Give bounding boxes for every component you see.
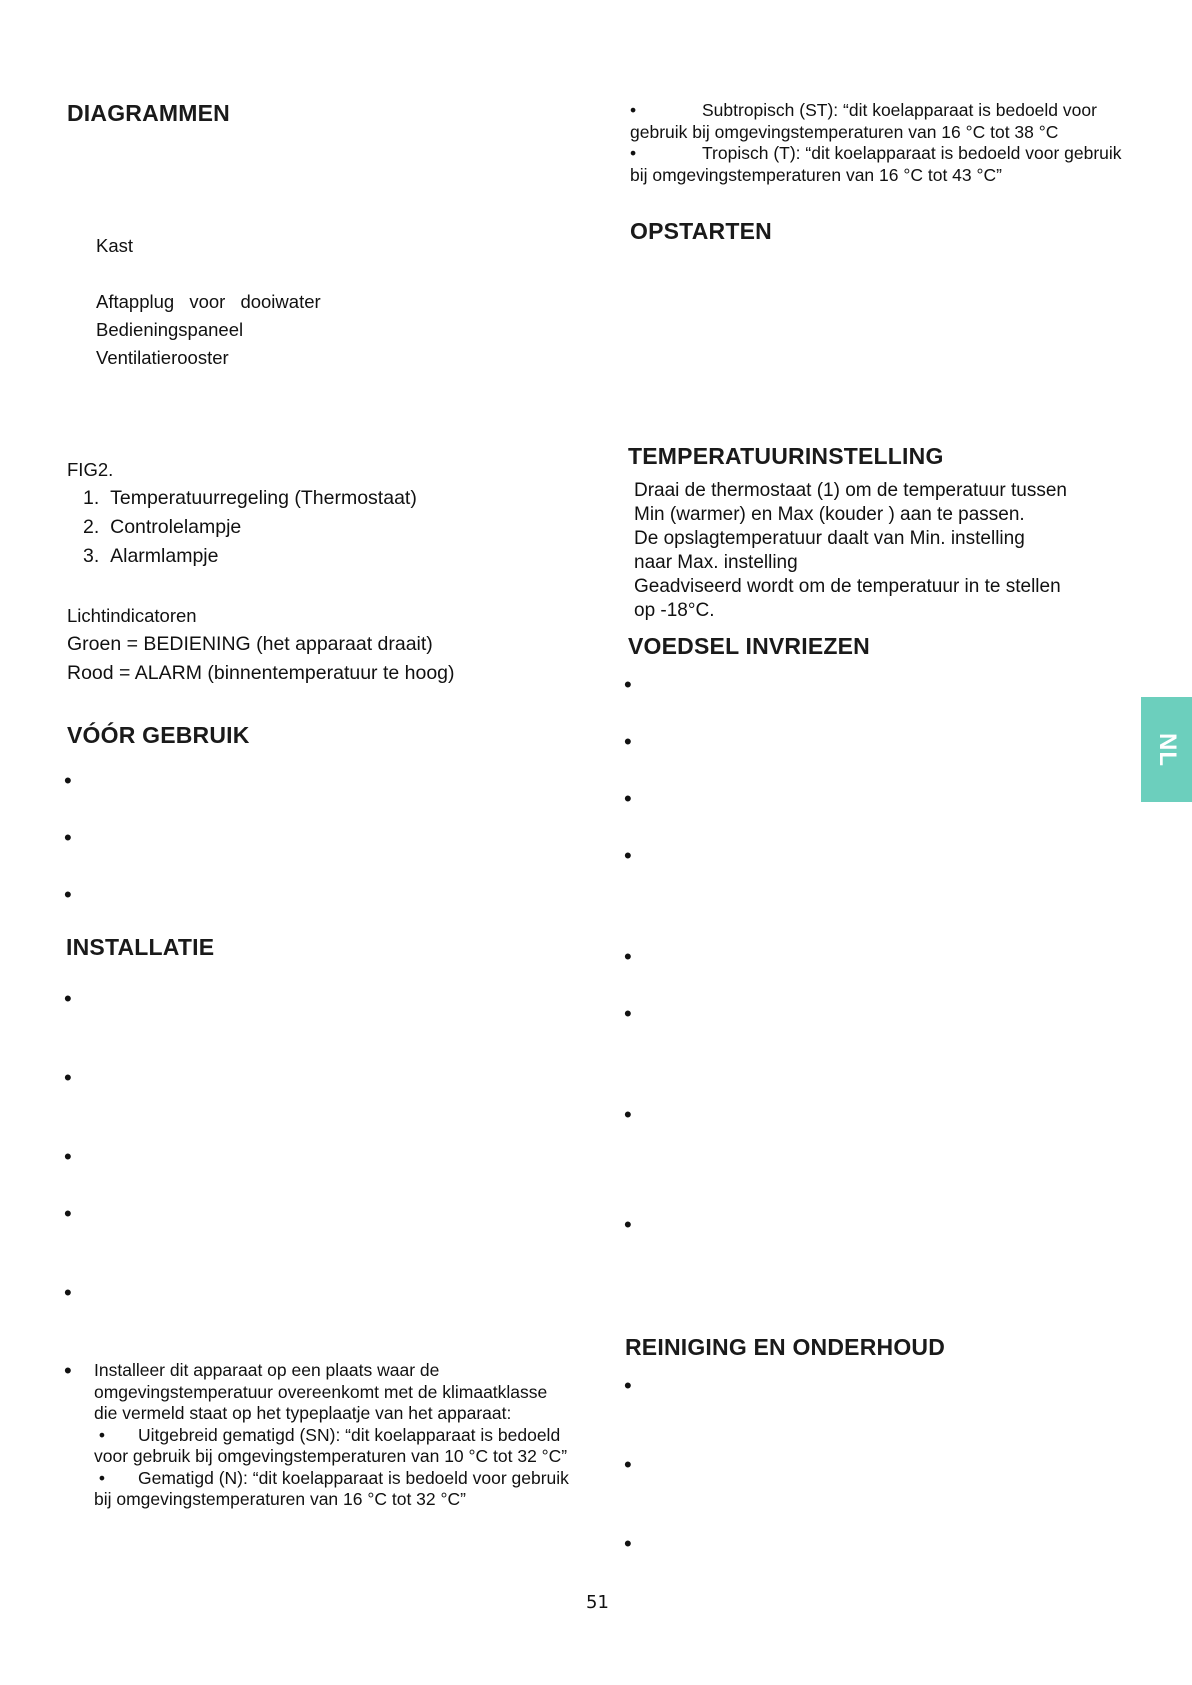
fig2-item: 2. Controlelampje (83, 516, 242, 538)
bullet: • (624, 1373, 632, 1398)
bullet: • (624, 786, 632, 811)
bullet: • (64, 1280, 72, 1305)
installatie-climate-intro: Installeer dit apparaat op een plaats waar de omgevingstemperatuur overeenkomt met de klimaatklasse die vermeld staat op het typeplaatje van het apparaat: (94, 1360, 548, 1423)
lights-title: Lichtindicatoren (67, 605, 197, 626)
temperatuur-line: Min (warmer) en Max (kouder ) aan te passen. (634, 504, 1025, 525)
climate-t: • Tropisch (T): “dit koelapparaat is bedoeld voor gebruik bij omgevingstemperaturen van 16 °C tot 43 °C” (630, 143, 1122, 185)
section-title-voor-gebruik: VÓÓR GEBRUIK (67, 722, 250, 748)
fig2-item: 1. Temperatuurregeling (Thermostaat) (83, 487, 417, 509)
temperatuur-line: op -18°C. (634, 600, 715, 621)
bullet: • (624, 1212, 632, 1237)
bullet: • (64, 1144, 72, 1169)
temperatuur-line: Draai de thermostaat (1) om de temperatuur tussen (634, 480, 1067, 501)
bullet: • (64, 882, 72, 907)
temperatuur-text (634, 479, 1067, 623)
bullet: • (64, 1065, 72, 1090)
lights-red: Rood = ALARM (binnentemperatuur te hoog) (67, 662, 455, 684)
climate-n: • Gematigd (N): “dit koelapparaat is bedoeld voor gebruik bij omgevingstemperaturen van 16 °C tot 32 °C” (94, 1467, 569, 1509)
bullet: • (624, 672, 632, 697)
diagram-label-bedieningspaneel: Bedieningspaneel (96, 319, 244, 340)
climate-st: • Subtropisch (ST): “dit koelapparaat is bedoeld voor gebruik bij omgevingstemperaturen van 16 °C tot 38 °C (630, 100, 1097, 142)
diagram-label-kast: Kast (96, 235, 134, 256)
climate-classes-continued (630, 100, 1140, 186)
bullet: • (624, 729, 632, 754)
section-title-opstarten: OPSTARTEN (630, 218, 772, 244)
language-tab-nl (1141, 697, 1192, 802)
bullet: • (624, 944, 632, 969)
section-title-diagrammen: DIAGRAMMEN (67, 100, 230, 126)
section-title-installatie: INSTALLATIE (66, 934, 215, 960)
section-title-temperatuurinstelling: TEMPERATUURINSTELLING (628, 443, 944, 469)
bullet: • (624, 1001, 632, 1026)
diagram-label-ventilatierooster: Ventilatierooster (96, 347, 229, 368)
fig2-title: FIG2. (67, 459, 114, 480)
bullet: • (624, 843, 632, 868)
bullet: • (64, 768, 72, 793)
section-title-reiniging: REINIGING EN ONDERHOUD (625, 1334, 946, 1360)
language-tab-label: NL (1153, 732, 1181, 767)
lights-green: Groen = BEDIENING (het apparaat draait) (67, 633, 433, 655)
bullet: • (64, 986, 72, 1011)
bullet: • (64, 1358, 72, 1383)
section-title-voedsel-invriezen: VOEDSEL INVRIEZEN (628, 633, 870, 659)
page-number: 51 (586, 1592, 609, 1613)
bullet: • (624, 1452, 632, 1477)
fig2-list (83, 484, 417, 571)
diagram-label-aftapplug: Aftapplug voor dooiwater (96, 291, 321, 312)
installatie-climate-item (94, 1360, 574, 1511)
temperatuur-line: naar Max. instelling (634, 552, 798, 573)
bullet: • (64, 1201, 72, 1226)
climate-sn: • Uitgebreid gematigd (SN): “dit koelapparaat is bedoeld voor gebruik bij omgevingstemperaturen van 10 °C tot 32 °C” (94, 1424, 568, 1466)
fig2-item: 3. Alarmlampje (83, 545, 219, 567)
temperatuur-line: Geadviseerd wordt om de temperatuur in te stellen (634, 576, 1061, 597)
bullet: • (624, 1531, 632, 1556)
bullet: • (624, 1102, 632, 1127)
bullet: • (64, 825, 72, 850)
temperatuur-line: De opslagtemperatuur daalt van Min. instelling (634, 528, 1025, 549)
